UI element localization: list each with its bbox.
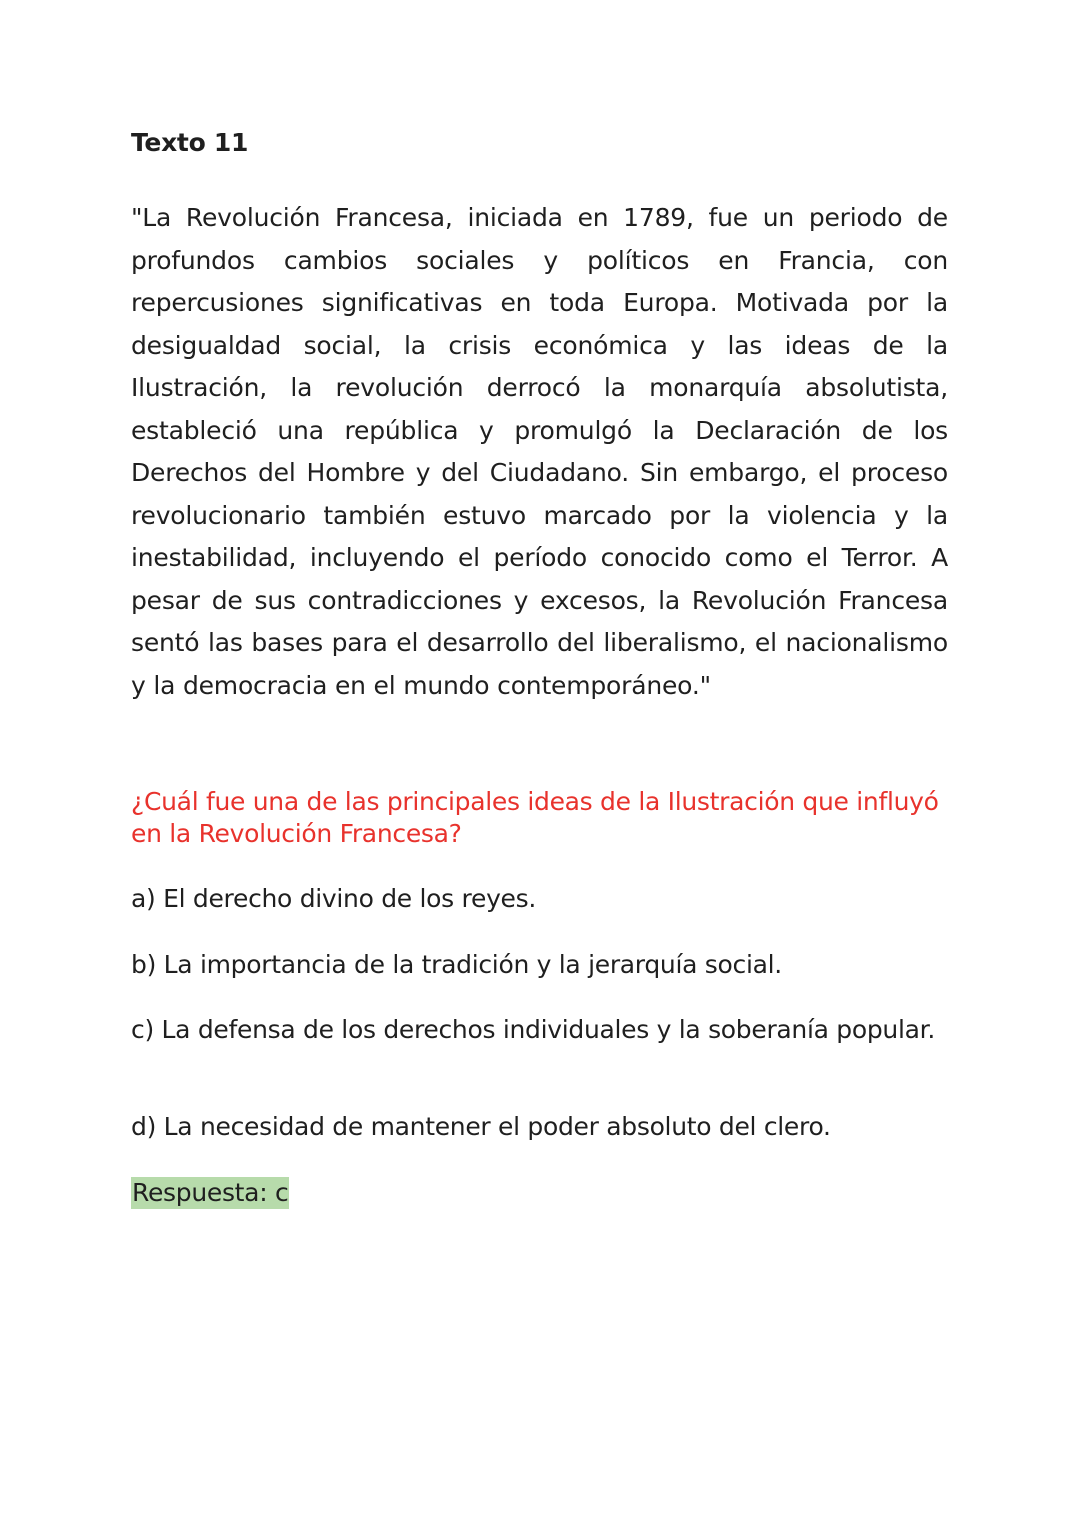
option-c: c) La defensa de los derechos individuales y la soberanía popular. bbox=[131, 1015, 935, 1044]
text-title: Texto 11 bbox=[131, 128, 249, 157]
answer-highlight: Respuesta: c bbox=[132, 1178, 289, 1207]
question-text: ¿Cuál fue una de las principales ideas de la Ilustración que influyó en la Revolución Francesa? bbox=[131, 787, 939, 848]
option-b: b) La importancia de la tradición y la jerarquía social. bbox=[131, 950, 782, 979]
passage-text: "La Revolución Francesa, iniciada en 1789, fue un periodo de profundos cambios sociales y políticos en Francia, con repercusiones significativas en toda Europa. Motivada por la desigualdad social, la crisis económica y las ideas de la Ilustración, la revolución derrocó la monarquía absolutista, estableció una república y promulgó la Declaración de los Derechos del Hombre y del Ciudadano. Sin embargo, el proceso revolucionario también estuvo marcado por la violencia y la inestabilidad, incluyendo el período conocido como el Terror. A pesar de sus contradicciones y excesos, la Revolución Francesa sentó las bases para el desarrollo del liberalismo, el nacionalismo y la democracia en el mundo contemporáneo." bbox=[131, 203, 948, 700]
option-a: a) El derecho divino de los reyes. bbox=[131, 884, 537, 913]
option-d: d) La necesidad de mantener el poder absoluto del clero. bbox=[131, 1112, 831, 1141]
